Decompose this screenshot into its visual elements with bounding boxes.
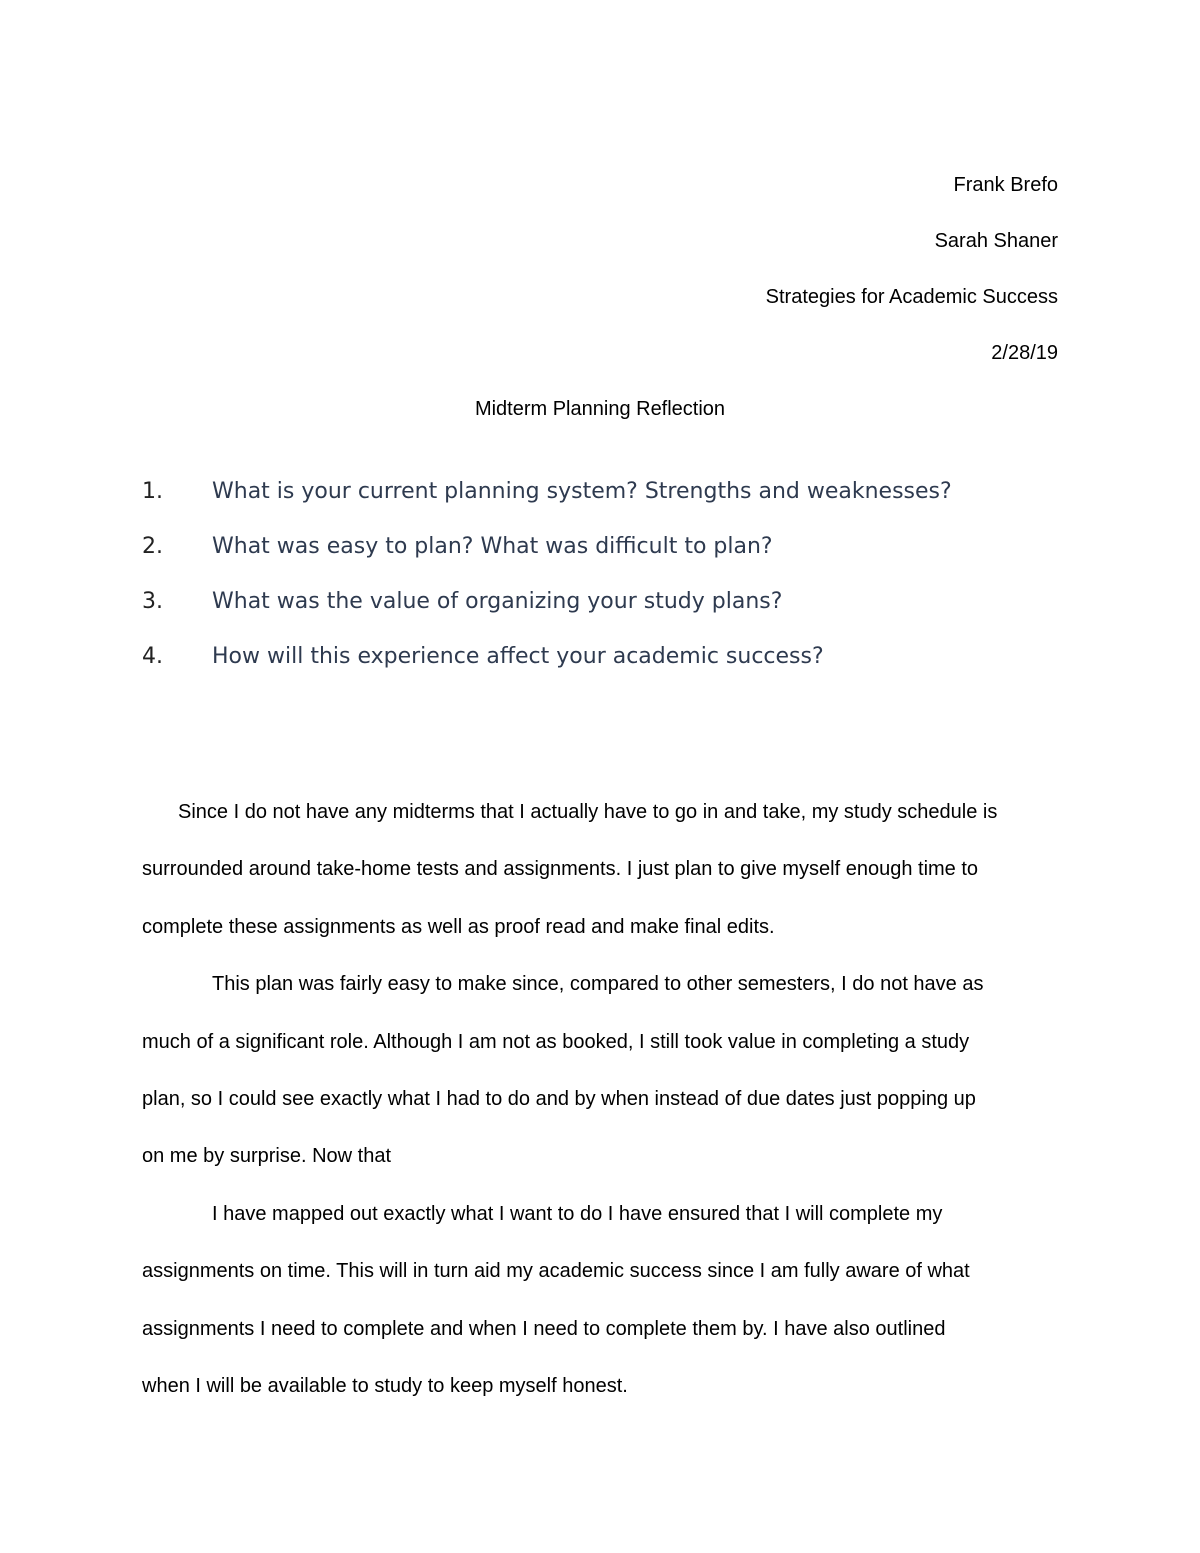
question-item [142,478,1062,533]
paragraph-line: Since I do not have any midterms that I actually have to go in and take, my study schedule is [178,801,998,823]
paragraph-line: This plan was fairly easy to make since, compared to other semesters, I do not have as [212,973,984,996]
paragraph-line: plan, so I could see exactly what I had to do and by when instead of due dates just popping up [142,1087,976,1110]
paragraph-line: on me by surprise. Now that [142,1145,391,1168]
instructor-name: Sarah Shaner [934,230,1058,252]
question-text: What is your current planning system? Strengths and weaknesses? [212,479,952,504]
question-text: How will this experience affect your academic success? [212,644,824,669]
paragraph-line: much of a significant role. Although I am not as booked, I still took value in completing a study [142,1030,970,1053]
paragraph [142,1186,1060,1416]
question-text: What was the value of organizing your study plans? [212,589,783,614]
paragraph-line: surrounded around take-home tests and assignments. I just plan to give myself enough time to [142,858,979,881]
question-item [142,588,1062,643]
reflection-body [142,784,1060,1415]
question-item [142,533,1062,588]
paragraph-line: complete these assignments as well as proof read and make final edits. [142,915,775,938]
question-item [142,643,1062,698]
paragraph [142,784,1060,956]
question-list [142,478,1062,698]
paragraph-line: assignments on time. This will in turn aid my academic success since I am fully aware of what [142,1260,970,1283]
paragraph-line: assignments I need to complete and when I need to complete them by. I have also outlined [142,1317,946,1340]
question-number: 2. [142,534,163,559]
question-text: What was easy to plan? What was difficult to plan? [212,534,773,559]
question-number: 1. [142,479,163,504]
course-name: Strategies for Academic Success [765,286,1058,308]
document-title: Midterm Planning Reflection [474,398,726,420]
paragraph-line: I have mapped out exactly what I want to do I have ensured that I will complete my [212,1202,943,1225]
paragraph-line: when I will be available to study to keep myself honest. [142,1374,628,1397]
document-date: 2/28/19 [991,342,1058,364]
author-name: Frank Brefo [953,174,1058,196]
paragraph [142,956,1060,1186]
question-number: 4. [142,644,163,669]
question-number: 3. [142,589,163,614]
